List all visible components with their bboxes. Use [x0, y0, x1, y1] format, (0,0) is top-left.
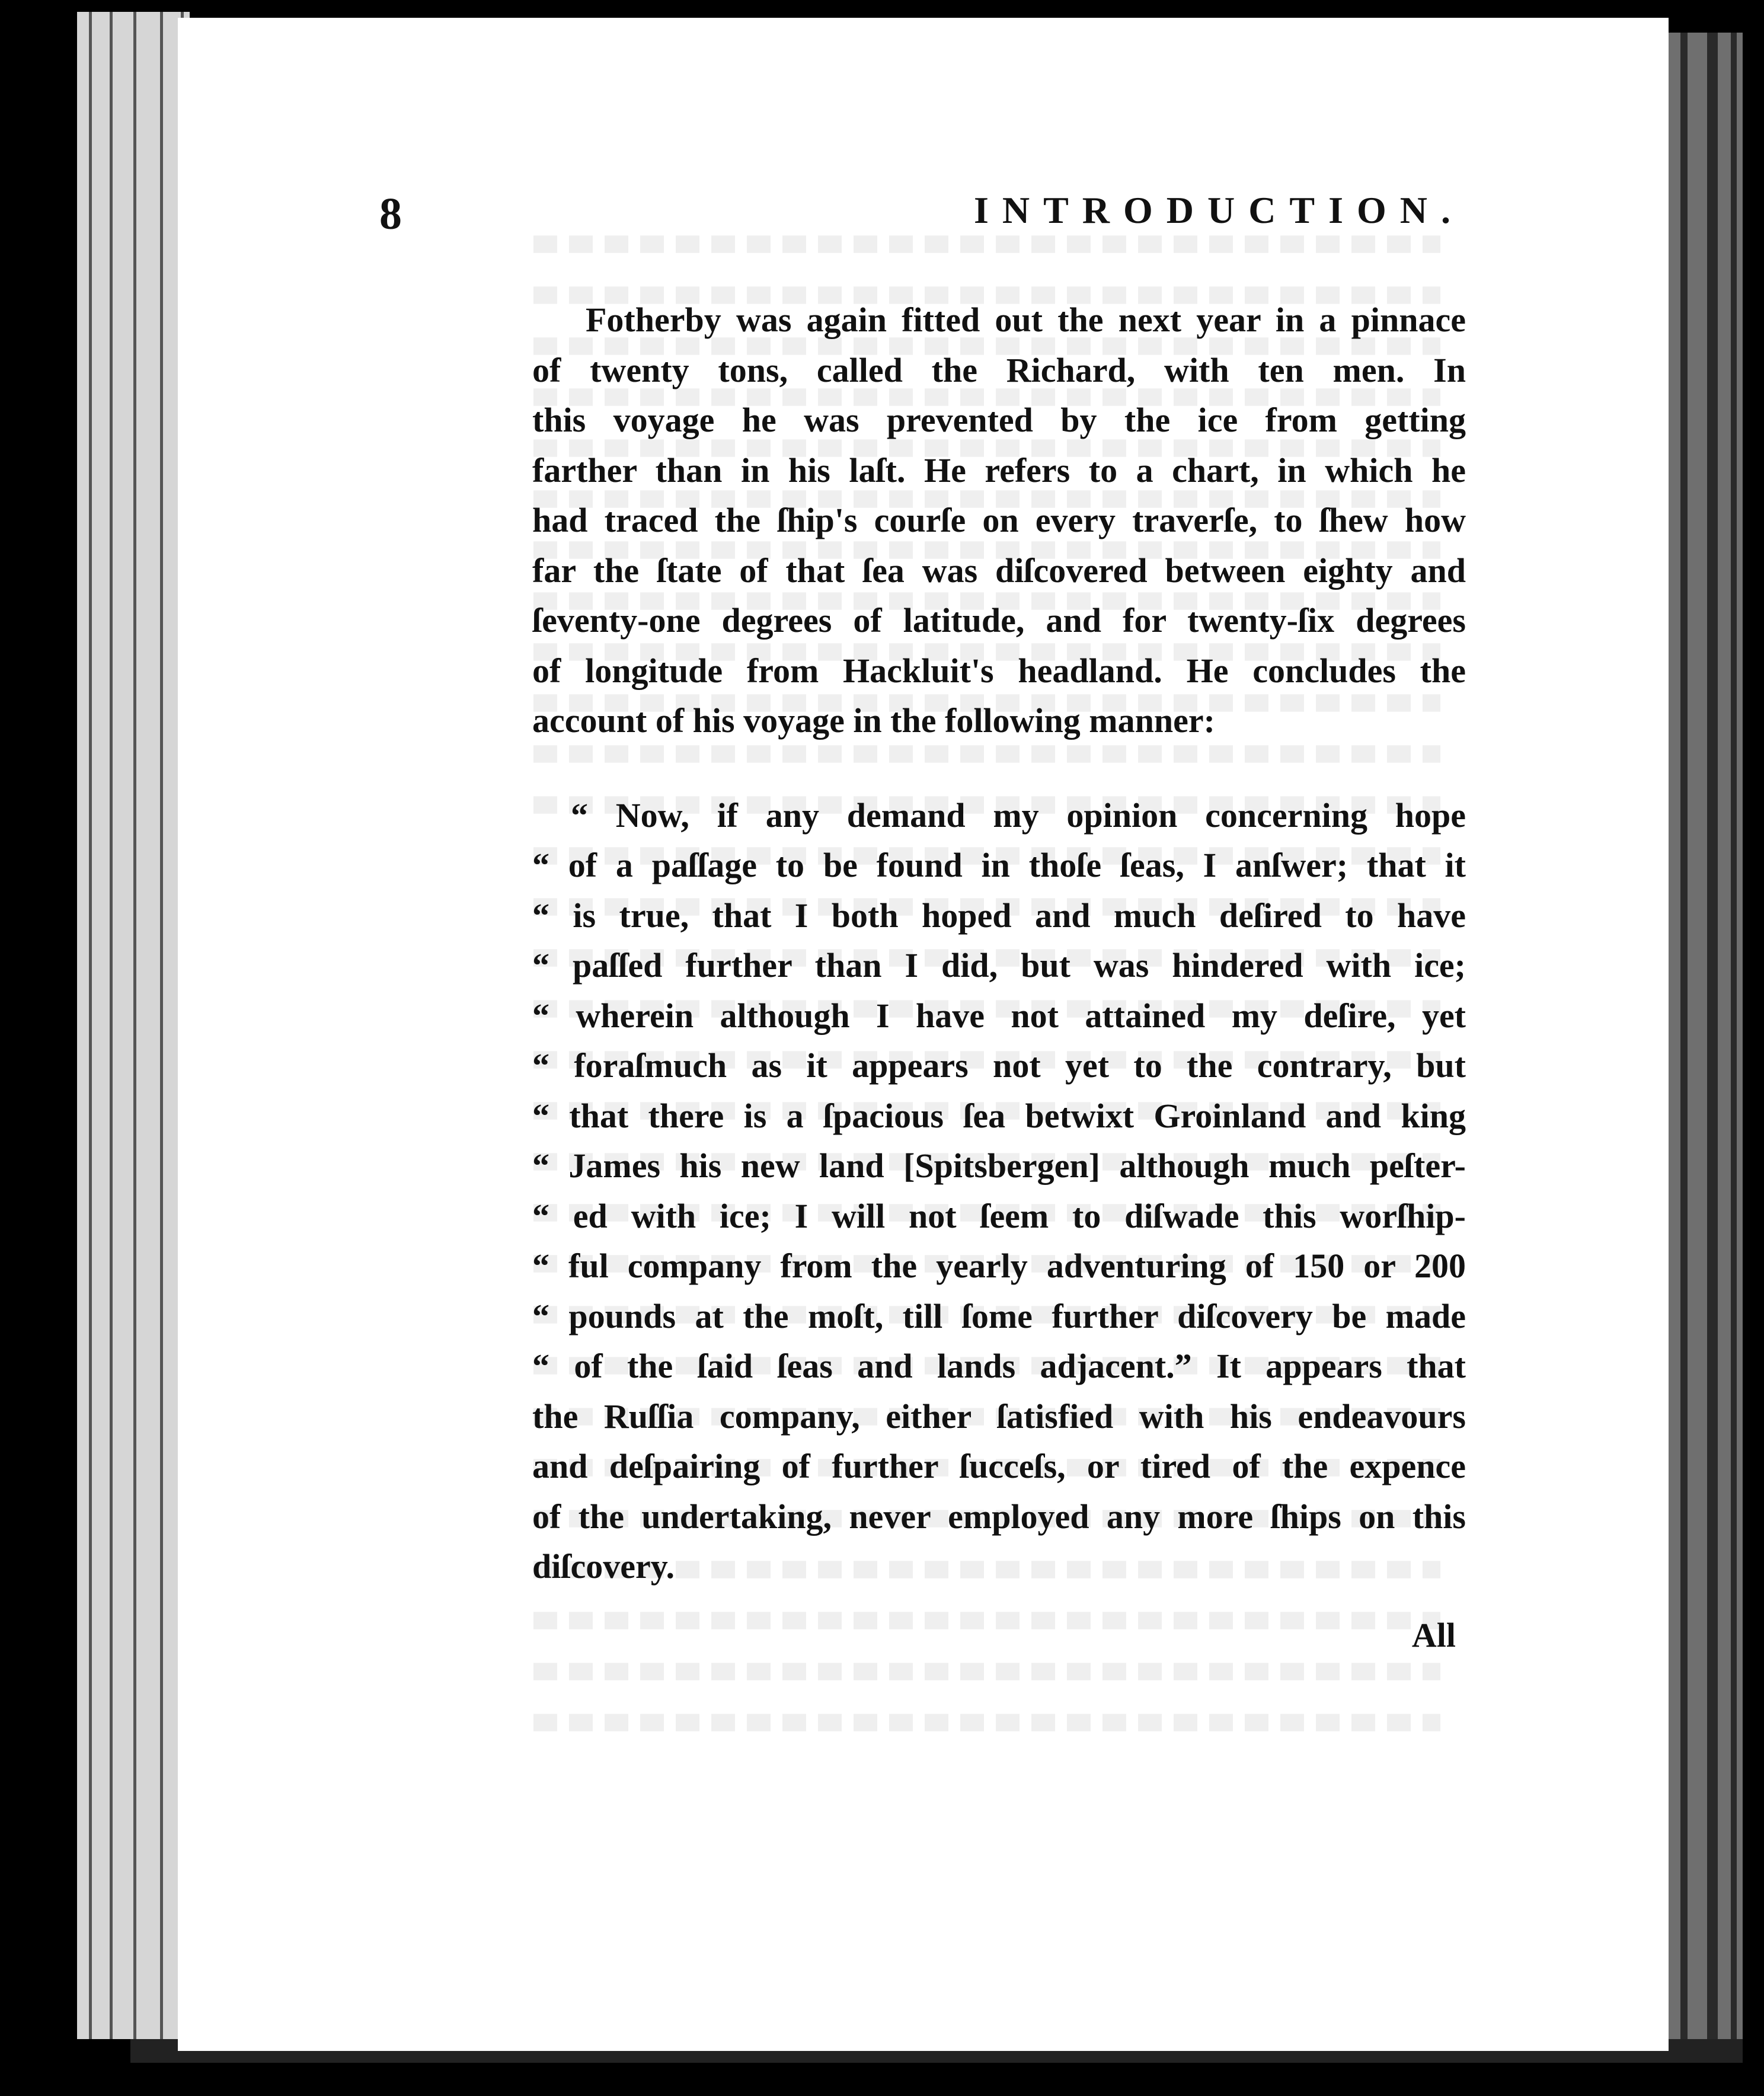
text-line: had traced the ſhip's courſe on every traverſe, to ſhew how — [532, 501, 1466, 539]
text-line: “ Now, if any demand my opinion concerning hope — [571, 795, 1466, 835]
text-line: of twenty tons, called the Richard, with ten men. In — [532, 350, 1466, 389]
text-line: “ ful company from the yearly adventuring of 150 or 200 — [532, 1247, 1466, 1285]
text-line: diſcovery. — [532, 1547, 675, 1586]
text-line: this voyage he was prevented by the ice from getting — [532, 401, 1466, 439]
text-line: of longitude from Hackluit's headland. He concludes the — [532, 651, 1466, 690]
text-line: Fotherby was again fitted out the next year in a pinnace — [586, 301, 1466, 339]
text-line: account of his voyage in the following manner: — [532, 701, 1215, 740]
page-number: 8 — [379, 189, 402, 239]
text-line: “ is true, that I both hoped and much deſired to have — [532, 896, 1466, 935]
text-line: “ ed with ice; I will not ſeem to diſwade this worſhip- — [532, 1196, 1466, 1235]
text-line: “ foraſmuch as it appears not yet to the contrary, but — [532, 1046, 1466, 1085]
text-line: “ that there is a ſpacious ſea betwixt Groinland and king — [532, 1096, 1466, 1135]
running-head: INTRODUCTION. — [973, 189, 1464, 231]
page-edges-right — [1666, 33, 1743, 2048]
page-edges-left — [77, 12, 190, 2039]
text-line: the Ruſſia company, either ſatisfied with his endeavours — [532, 1397, 1466, 1436]
text-line: “ James his new land [Spitsbergen] although much peſter- — [532, 1146, 1466, 1185]
text-line: “ paſſed further than I did, but was hindered with ice; — [532, 946, 1466, 985]
text-line: far the ſtate of that ſea was diſcovered between eighty and — [532, 551, 1466, 590]
catchword: All — [1411, 1616, 1456, 1654]
text-line: “ pounds at the moſt, till ſome further diſcovery be made — [532, 1296, 1466, 1335]
text-line: ſeventy-one degrees of latitude, and for twenty-ſix degrees — [532, 601, 1466, 640]
text-line: and deſpairing of further ſucceſs, or tired of the expence — [532, 1447, 1466, 1485]
text-line: of the undertaking, never employed any more ſhips on this — [532, 1497, 1466, 1536]
text-line: “ wherein although I have not attained my deſire, yet — [532, 996, 1466, 1035]
page-header — [379, 188, 1464, 242]
text-line: farther than in his laſt. He refers to a chart, in which he — [532, 450, 1466, 490]
text-line: “ of a paſſage to be found in thoſe ſeas, I anſwer; that it — [532, 846, 1466, 884]
body-text — [532, 295, 1466, 1592]
text-line: “ of the ſaid ſeas and lands adjacent.” It appears that — [532, 1347, 1466, 1385]
